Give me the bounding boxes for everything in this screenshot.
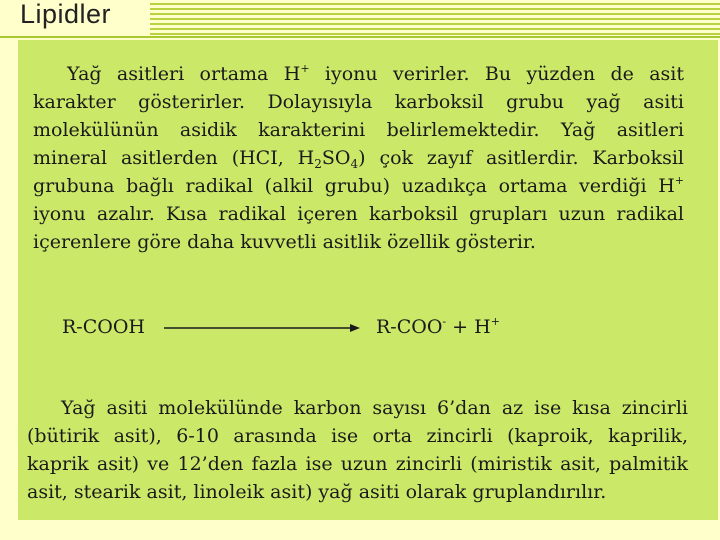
dissociation-equation xyxy=(62,316,622,344)
product-anion-charge: - xyxy=(442,315,447,328)
p1-text-e: iyonu azalır. Kısa radikal içeren karboksil grupları uzun radikal içerenlere göre daha kuvvetli asitlik özellik gösterir. xyxy=(33,203,684,253)
p1-text-b: iyonu verirler. Bu yüzden de asit karakter gösterirler. Dolayısıyla karboksil grubu yağ asiti molekülünün asidik karakterini belirlemektedir. Yağ asitleri mineral asitlerden (HCI, H xyxy=(33,63,684,169)
p1-text-d: ) çok zayıf asitlerdir. Karboksil grubuna bağlı radikal (alkil grubu) uzadıkça ortama verdiği H xyxy=(33,147,685,197)
p1-sub-b: 2 xyxy=(314,157,322,171)
product-proton: + H xyxy=(446,316,491,338)
slide-title: Lipidler xyxy=(20,0,112,29)
p1-text-c: SO xyxy=(321,147,351,169)
product-anion: R-COO xyxy=(376,316,443,338)
product-proton-charge: + xyxy=(490,315,500,328)
reaction-arrow-icon xyxy=(164,320,360,336)
p1-sub-c: 4 xyxy=(350,157,359,171)
p1-sup-a: + xyxy=(300,62,310,75)
header-stripes xyxy=(150,0,720,36)
equation-products xyxy=(376,316,500,338)
equation-reactant: R-COOH xyxy=(62,316,145,338)
slide-header xyxy=(0,0,720,38)
paragraph-chain-length: Yağ asiti molekülünde karbon sayısı 6’dan az ise kısa zincirli (bütirik asit), 6-10 arasında ise orta zincirli (kaproik, kaprilik, kaprik asit) ve 12’den fazla ise uzun zincirli (miristik asit, palmitik asit, stearik asit, linoleik asit) yağ asiti olarak gruplandırılır. xyxy=(27,397,688,503)
paragraph-acidity xyxy=(33,60,684,256)
p1-text-a: Yağ asitleri ortama H xyxy=(67,63,301,85)
p1-sup-d: + xyxy=(674,174,684,187)
title-divider xyxy=(0,36,720,38)
